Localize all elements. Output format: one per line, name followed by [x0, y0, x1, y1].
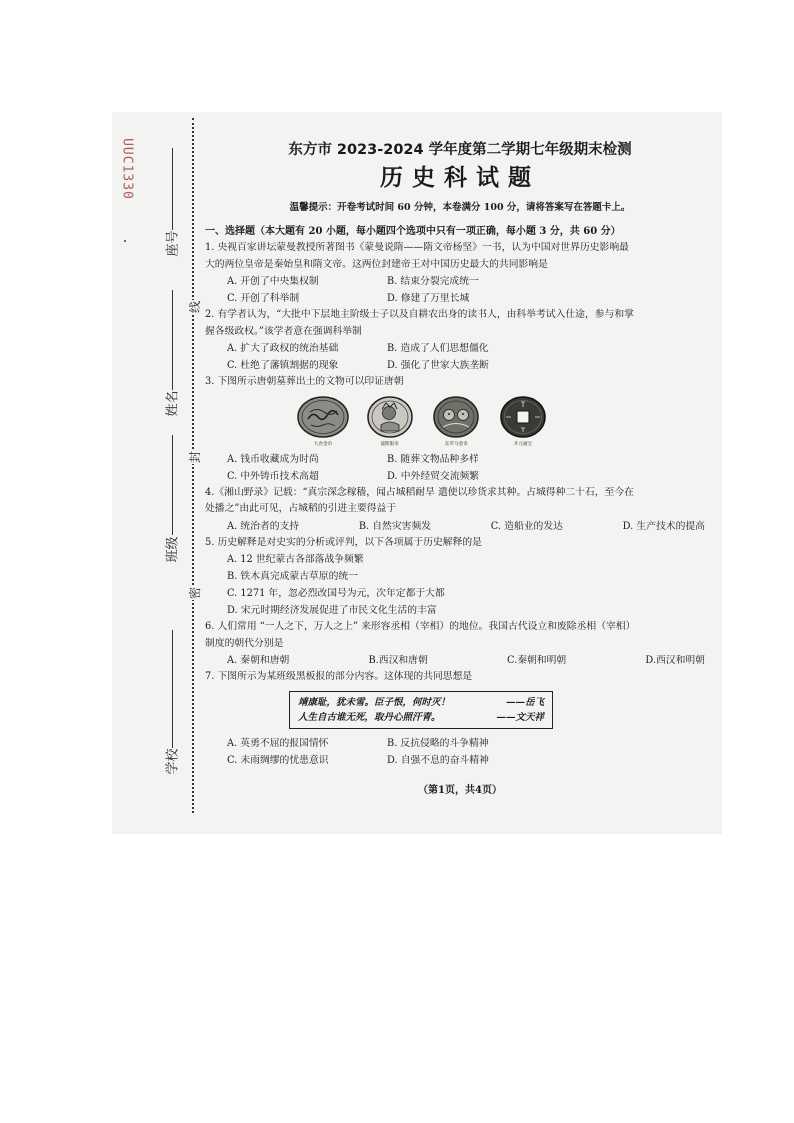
q2-stem-line2: 握各级政权。”该学者意在强调科举制: [205, 325, 362, 337]
persian-silver-coin-image: [363, 395, 417, 439]
q2-stem-line1: 2. 有学者认为，“大批中下层地主阶级士子以及自耕农出身的读书人，由科举考试入仕途，参与和掌: [205, 309, 634, 320]
q6-stem-line2: 制度的朝代分别是: [205, 637, 284, 649]
class-underline: [172, 435, 173, 535]
q1-stem-line1: 1. 央视百家讲坛蒙曼教授所著图书《蒙曼说隋——隋文帝杨坚》一书，认为中国对世界历史影响最: [205, 242, 629, 253]
school-label: 学校: [165, 748, 181, 775]
seat-underline: [172, 148, 173, 230]
coin-arab: [293, 395, 353, 449]
q2-option-a: A. 扩大了政权的统治基础: [227, 343, 339, 354]
q5-option-b-row: [205, 568, 715, 585]
kaiyuan-coin-image: [496, 395, 550, 439]
q3-option-c: C. 中外铸币技术高超: [227, 470, 319, 482]
q3-options-row2: [205, 468, 715, 485]
name-underline: [172, 290, 173, 390]
coin-images: [293, 395, 553, 449]
q5-option-d-row: [205, 602, 715, 619]
q4-option-c: C. 造船业的发达: [490, 520, 563, 532]
section-heading: 一、选择题（本大题有 20 小题，每小题四个选项中只有一项正确，每小题 3 分，共 60 分）: [205, 226, 621, 237]
blackboard-excerpt: [289, 691, 553, 729]
school-underline: [172, 630, 173, 748]
q6-stem-line1: 6. 人们常用 “一人之下，万人之上” 来形容丞相（宰相）的地位。我国古代设立和废除丞相（宰相）: [205, 621, 636, 632]
q1-option-c: C. 开创了科举制: [227, 293, 300, 304]
speck: [124, 240, 126, 242]
q4-option-d: D. 生产技术的提高: [622, 520, 705, 532]
q7-options-row2: [205, 752, 715, 769]
question-4: [205, 485, 715, 518]
question-6: [205, 619, 715, 652]
q7-option-d: D. 自强不息的奋斗精神: [387, 754, 489, 766]
q1-option-a: A. 开创了中央集权制: [227, 276, 319, 287]
question-1: [205, 240, 715, 273]
excerpt-line-2: [298, 710, 544, 725]
q3-options-row1: [205, 451, 715, 468]
q6-option-a: A. 秦朝和唐朝: [227, 655, 290, 666]
q7-option-c: C. 未雨绸缪的忧患意识: [227, 754, 329, 766]
q2-options-row1: [205, 340, 715, 357]
q4-stem-line1: 4.《湘山野录》记载：“真宗深念稼穑，闻占城稻耐旱 遣使以珍货求其种。占城得种二十石，至今在: [205, 486, 634, 498]
q1-option-b: B. 结束分裂完成统一: [387, 276, 479, 287]
q1-option-d: D. 修建了万里长城: [387, 293, 470, 304]
q7-options-row1: [205, 735, 715, 752]
coin-byzantine: [426, 395, 486, 449]
q7-option-b: B. 反抗侵略的斗争精神: [387, 737, 489, 749]
q3-stem: 3. 下图所示唐朝墓葬出土的文物可以印证唐朝: [205, 376, 404, 387]
q6-option-b: B.西汉和唐朝: [368, 655, 428, 666]
excerpt-2-author: ——文天祥: [496, 711, 544, 723]
q7-stem: 7. 下图所示为某班级黑板报的部分内容。这体现的共同思想是: [205, 671, 473, 682]
coin-caption-2: 波斯银币: [380, 441, 399, 447]
exam-tip: 温馨提示：开卷考试时间 60 分钟，本卷满分 100 分，请将答案写在答题卡上。: [289, 202, 631, 213]
q4-option-a: A. 统治者的支持: [227, 520, 300, 532]
q3-option-d: D. 中外经贸交流频繁: [387, 470, 480, 482]
question-3: [205, 374, 715, 391]
q6-option-d: D.西汉和明朝: [645, 655, 705, 666]
question-2: [205, 307, 715, 340]
q1-options-row1: [205, 273, 715, 290]
coin-caption-1: 大食金币: [313, 441, 333, 447]
q5-stem: 5. 历史解释是对史实的分析或评判，以下各项属于历史解释的是: [205, 536, 482, 548]
q6-option-c: C.秦朝和明朝: [506, 655, 567, 666]
q4-stem-line2: 处播之”由此可见，占城稻的引进主要得益于: [205, 503, 397, 514]
coin-caption-4: 开元通宝: [513, 441, 533, 447]
seal-char-feng: 封: [188, 450, 203, 464]
seal-char-mi: 密: [188, 586, 203, 600]
coin-kaiyuan: [493, 395, 553, 449]
coin-caption-3: 东罗马金币: [444, 441, 468, 447]
q2-options-row2: [205, 357, 715, 374]
q4-option-b: B. 自然灾害频发: [358, 520, 432, 532]
serial-stamp: UUC1330: [119, 138, 135, 200]
q4-options: [205, 518, 715, 535]
q1-stem-line2: 大的两位皇帝是秦始皇和隋文帝。这两位封建帝王对中国历史最大的共同影响是: [205, 258, 548, 270]
coin-persian: [360, 395, 420, 449]
q2-option-c: C. 杜绝了藩镇割据的现象: [227, 360, 339, 371]
q5-option-a: A. 12 世纪蒙古各部落战争频繁: [227, 554, 364, 565]
name-label: 姓名: [165, 390, 181, 417]
seat-label: 座号: [165, 230, 181, 257]
excerpt-line-1: [298, 695, 544, 710]
seal-char-line: 线: [188, 300, 203, 314]
q5-option-b: B. 铁木真完成蒙古草原的统一: [227, 571, 358, 582]
page-footer: （第1页，共4页）: [418, 784, 502, 796]
seal-dotted-line: [192, 118, 194, 813]
class-label: 班级: [165, 536, 181, 563]
q5-option-a-row: [205, 551, 715, 568]
question-7: [205, 669, 715, 686]
q7-option-a: A. 英勇不屈的报国情怀: [227, 737, 329, 749]
q6-options: [205, 652, 715, 669]
q2-option-b: B. 造成了人们思想僵化: [387, 343, 489, 354]
byzantine-gold-coin-image: [429, 395, 483, 439]
excerpt-1-author: ——岳飞: [505, 696, 544, 708]
exam-title: 东方市 2023-2024 学年度第二学期七年级期末检测: [288, 142, 632, 158]
q2-option-d: D. 强化了世家大族垄断: [387, 360, 489, 371]
q3-option-a: A. 钱币收藏成为时尚: [227, 453, 319, 465]
subject-title: 历史科试题: [380, 165, 540, 191]
excerpt-2-text: 人生自古谁无死，取丹心照汗青。: [298, 711, 441, 723]
q5-option-d: D. 宋元时期经济发展促进了市民文化生活的丰富: [227, 605, 437, 616]
exam-content: [205, 128, 715, 799]
q5-option-c: C. 1271 年，忽必烈改国号为元，次年定都于大都: [227, 588, 445, 599]
question-5: [205, 535, 715, 552]
excerpt-1-text: 靖康耻，犹未雪。臣子恨，何时灭！: [298, 696, 451, 708]
q3-option-b: B. 随葬文物品种多样: [387, 453, 479, 465]
q1-options-row2: [205, 290, 715, 307]
arab-gold-coin-image: [296, 395, 350, 439]
q5-option-c-row: [205, 585, 715, 602]
